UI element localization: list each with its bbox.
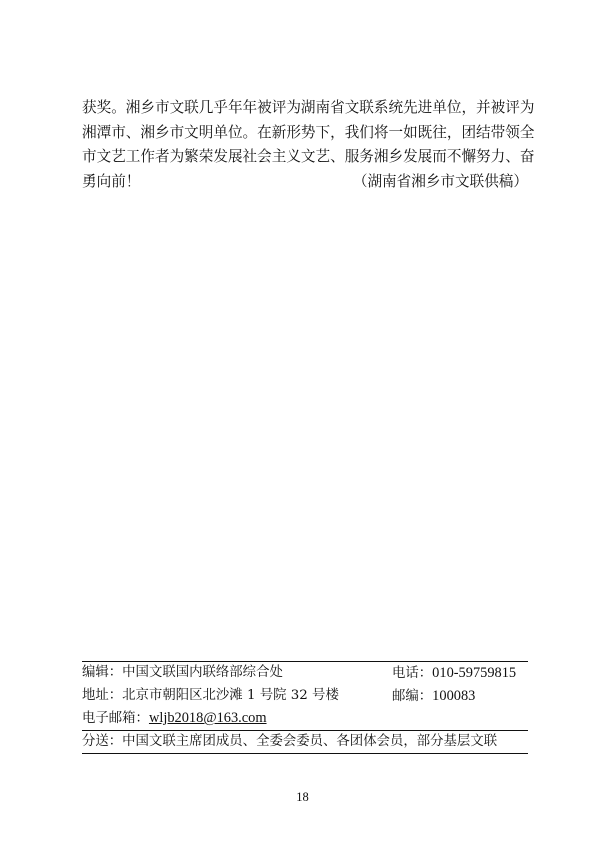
editor-value: 中国文联国内联络部综合处 bbox=[122, 665, 283, 680]
article-line-3: 市文艺工作者为繁荣发展社会主义文艺、服务湘乡发展而不懈努力、奋 bbox=[82, 148, 535, 165]
distribution-row bbox=[82, 730, 528, 754]
email-link[interactable]: wljb2018@163.com bbox=[148, 710, 267, 726]
email-label: 电子邮箱： bbox=[82, 711, 149, 726]
page-number: 18 bbox=[296, 790, 309, 804]
phone-value: 010-59759815 bbox=[432, 665, 517, 681]
address-label: 地址： bbox=[82, 687, 123, 703]
send-value: 中国文联主席团成员、全委会委员、各团体会员，部分基层文联 bbox=[122, 733, 498, 749]
editor-row bbox=[82, 662, 528, 685]
article-line-1: 获奖。湘乡市文联几乎年年被评为湖南省文联系统先进单位，并被评为 bbox=[82, 99, 535, 116]
postcode-group bbox=[392, 685, 475, 709]
newsletter-info-box bbox=[82, 661, 528, 754]
article-line-4: 勇向前！ bbox=[82, 172, 141, 190]
article-body bbox=[82, 96, 535, 194]
article-source: （湖南省湘乡市文联供稿） bbox=[352, 172, 528, 190]
phone-label: 电话： bbox=[392, 666, 433, 681]
phone-group bbox=[392, 662, 516, 686]
email-row bbox=[82, 707, 528, 730]
article-last-line bbox=[82, 170, 528, 195]
address-value: 北京市朝阳区北沙滩 1 号院 32 号楼 bbox=[122, 687, 339, 703]
postcode-label: 邮编： bbox=[392, 688, 433, 704]
send-label: 分送： bbox=[82, 733, 123, 749]
editor-label: 编辑： bbox=[82, 665, 123, 680]
address-row bbox=[82, 685, 528, 708]
article-line-2: 湘潭市、湘乡市文明单位。在新形势下，我们将一如既往，团结带领全 bbox=[82, 123, 535, 141]
postcode-value: 100083 bbox=[432, 687, 476, 704]
